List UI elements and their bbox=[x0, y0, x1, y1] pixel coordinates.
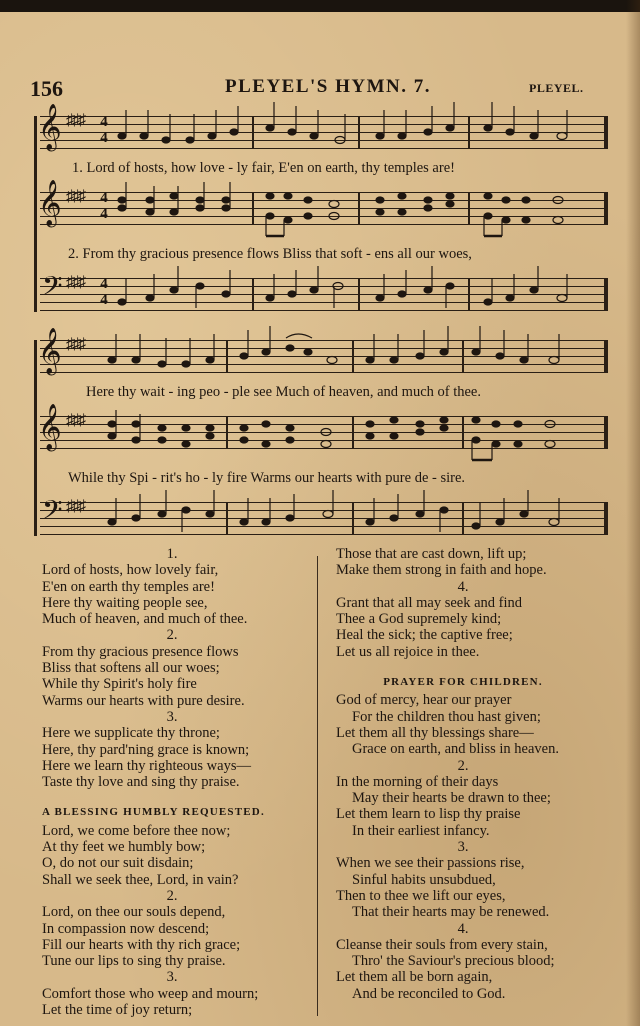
text-line: Heal the sick; the captive free; bbox=[336, 627, 513, 644]
text-line: Thro' the Saviour's precious blood; bbox=[352, 953, 555, 970]
text-line: Let them all be born again, bbox=[336, 969, 493, 986]
system-1-bracket bbox=[34, 116, 37, 312]
text-line: For the children thou hast given; bbox=[352, 708, 541, 725]
notes-staff-3 bbox=[40, 340, 608, 372]
text-line: Cleanse their souls from every stain, bbox=[336, 936, 548, 953]
text-line: Here we learn thy righteous ways— bbox=[42, 757, 251, 774]
section-title: A BLESSING HUMBLY REQUESTED. bbox=[42, 806, 265, 819]
text-line: Thee a God supremely kind; bbox=[336, 611, 502, 628]
system-2-bracket bbox=[34, 340, 37, 536]
text-line: When we see their passions rise, bbox=[336, 855, 525, 872]
text-line: Warms our hearts with pure desire. bbox=[42, 692, 245, 709]
column-divider bbox=[317, 556, 318, 1016]
text-line: Comfort those who weep and mourn; bbox=[42, 985, 259, 1002]
page-right-edge bbox=[626, 0, 640, 1026]
key-signature-icon: ♯♯♯ bbox=[66, 336, 84, 353]
text-line: Let them all thy blessings share— bbox=[336, 724, 534, 741]
page-top-edge bbox=[0, 0, 640, 12]
text-line: Let us all rejoice in thee. bbox=[336, 643, 480, 660]
text-line: E'en on earth thy temples are! bbox=[42, 578, 215, 595]
section-title: PRAYER FOR CHILDREN. bbox=[383, 676, 543, 689]
time-signature-icon: 4 4 bbox=[100, 276, 108, 308]
lyric-verse-2-line-2: While thy Spi - rit's ho - ly fire Warms our hearts with pure de - sire. bbox=[68, 470, 466, 486]
treble-staff-2 bbox=[38, 180, 608, 226]
verse-number: 2. bbox=[166, 887, 178, 904]
bass-staff-2 bbox=[40, 494, 608, 534]
composer-name: PLEYEL. bbox=[529, 81, 584, 95]
text-line: In the morning of their days bbox=[336, 773, 499, 790]
notes-bass-1 bbox=[40, 278, 608, 310]
bass-staff-1 bbox=[40, 270, 608, 310]
verse-number: 1. bbox=[166, 546, 178, 562]
treble-clef-icon: 𝄞 bbox=[38, 328, 62, 374]
text-line: Here we supplicate thy throne; bbox=[42, 725, 220, 742]
verse-number: 3. bbox=[166, 969, 178, 986]
text-line: Let the time of joy return; bbox=[42, 1002, 193, 1019]
treble-clef-icon: 𝄞 bbox=[38, 180, 62, 226]
text-line: Let them learn to lisp thy praise bbox=[336, 806, 521, 823]
key-signature-icon: ♯♯♯ bbox=[66, 274, 84, 291]
text-line: Sinful habits unsubdued, bbox=[352, 871, 496, 888]
text-line: Much of heaven, and much of thee. bbox=[42, 611, 248, 628]
text-line: Grant that all may seek and find bbox=[336, 594, 523, 611]
verse-number: 3. bbox=[457, 839, 469, 856]
text-line: Bliss that softens all our woes; bbox=[42, 660, 220, 677]
text-line: That their hearts may be renewed. bbox=[352, 904, 550, 921]
text-line: In their earliest infancy. bbox=[352, 822, 490, 839]
text-line: O, do not our suit disdain; bbox=[42, 855, 194, 872]
treble-staff-1 bbox=[38, 104, 608, 150]
verse-number: 2. bbox=[457, 757, 469, 774]
bass-clef-icon: 𝄢 bbox=[42, 270, 63, 308]
page-header bbox=[0, 76, 640, 100]
treble-clef-icon: 𝄞 bbox=[38, 404, 62, 450]
key-signature-icon: ♯♯♯ bbox=[66, 112, 84, 129]
text-line: While thy Spirit's holy fire bbox=[42, 676, 197, 693]
text-line: Taste thy love and sing thy praise. bbox=[42, 774, 240, 791]
lyric-verse-1-line-2: Here thy wait - ing peo - ple see Much of heaven, and much of thee. bbox=[86, 384, 481, 400]
left-text-column bbox=[42, 546, 312, 1018]
text-line: Then to thee we lift our eyes, bbox=[336, 887, 506, 904]
hymn-title: PLEYEL'S HYMN. 7. bbox=[225, 76, 432, 97]
text-line: Fill our hearts with thy rich grace; bbox=[42, 936, 241, 953]
text-line: Lord, we come before thee now; bbox=[42, 822, 231, 839]
key-signature-icon: ♯♯♯ bbox=[66, 412, 84, 429]
text-line: In compassion now descend; bbox=[42, 920, 210, 937]
verse-number: 2. bbox=[166, 627, 178, 644]
notes-bass-2 bbox=[40, 502, 608, 534]
verse-number: 4. bbox=[457, 920, 469, 937]
page-number: 156 bbox=[30, 76, 63, 101]
text-line: Grace on earth, and bliss in heaven. bbox=[352, 741, 559, 758]
text-line: Tune our lips to sing thy praise. bbox=[42, 953, 226, 970]
text-line: Make them strong in faith and hope. bbox=[336, 562, 547, 579]
lyric-verse-1-line-1: 1. Lord of hosts, how love - ly fair, E'en on earth, thy temples are! bbox=[72, 160, 455, 176]
text-line: And be reconciled to God. bbox=[352, 985, 506, 1002]
right-text-column bbox=[336, 546, 626, 1002]
text-line: Lord of hosts, how lovely fair, bbox=[42, 562, 219, 579]
text-line: Lord, on thee our souls depend, bbox=[42, 904, 226, 921]
notes-staff-1 bbox=[40, 116, 608, 148]
text-line: From thy gracious presence flows bbox=[42, 643, 239, 660]
time-signature-icon: 4 4 bbox=[100, 190, 108, 222]
text-line: Those that are cast down, lift up; bbox=[336, 546, 527, 562]
notes-staff-4 bbox=[40, 416, 608, 448]
text-line: Here thy waiting people see, bbox=[42, 594, 208, 611]
treble-clef-icon: 𝄞 bbox=[38, 104, 62, 150]
bass-clef-icon: 𝄢 bbox=[42, 494, 63, 532]
verse-number: 4. bbox=[457, 578, 469, 595]
notes-staff-2 bbox=[40, 192, 608, 224]
treble-staff-3 bbox=[38, 328, 608, 374]
treble-staff-4 bbox=[38, 404, 608, 450]
lyric-verse-2-line-1: 2. From thy gracious presence flows Bliss that soft - ens all our woes, bbox=[68, 246, 472, 262]
text-line: May their hearts be drawn to thee; bbox=[352, 790, 551, 807]
text-line: Here, thy pard'ning grace is known; bbox=[42, 741, 250, 758]
key-signature-icon: ♯♯♯ bbox=[66, 498, 84, 515]
text-line: Shall we seek thee, Lord, in vain? bbox=[42, 871, 239, 888]
text-line: At thy feet we humbly bow; bbox=[42, 839, 206, 856]
verse-number: 3. bbox=[166, 708, 178, 725]
time-signature-icon: 4 4 bbox=[100, 114, 108, 146]
key-signature-icon: ♯♯♯ bbox=[66, 188, 84, 205]
text-line: God of mercy, hear our prayer bbox=[336, 692, 512, 709]
